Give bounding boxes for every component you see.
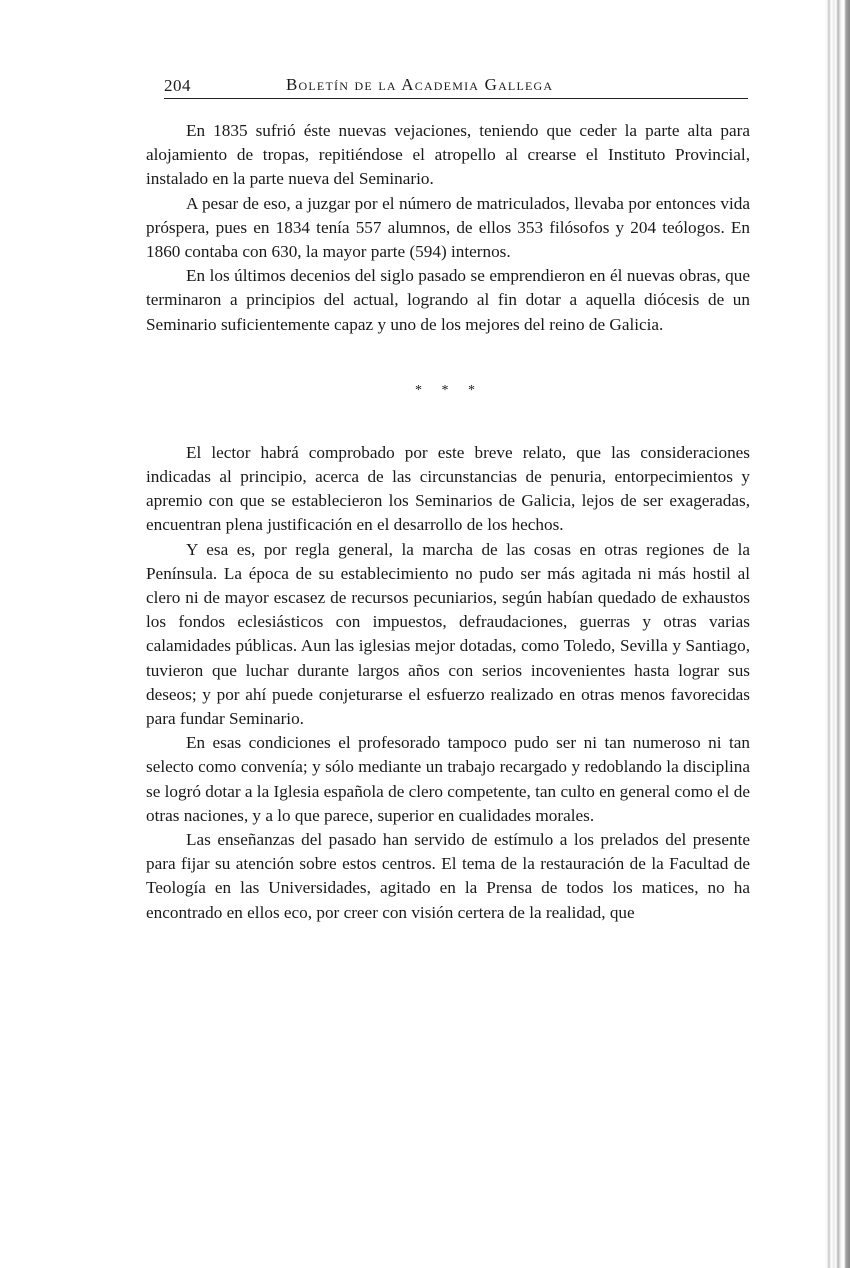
paragraph: A pesar de eso, a juzgar por el número de matriculados, llevaba por entonces vida próspera, pues en 1834 tenía 557 alumnos, de ellos 353 filósofos y 204 teólogos. En 1860 contaba con 630, la mayor parte (594) internos. bbox=[146, 193, 750, 262]
running-title: Boletín de la Academia Gallega bbox=[286, 75, 554, 94]
running-header bbox=[164, 70, 748, 99]
section-separator: * * * bbox=[415, 382, 483, 398]
paragraph: El lector habrá comprobado por este breve relato, que las consideraciones indicadas al principio, acerca de las circunstancias de penuria, entorpecimientos y apremio con que se establecieron los Seminarios de Galicia, lejos de ser exageradas, encuentran plena justificación en el desarrollo de los hechos. bbox=[146, 442, 750, 535]
paragraph: Las enseñanzas del pasado han servido de estímulo a los prelados del presente para fijar su atención sobre estos centros. El tema de la restauración de la Facultad de Teología en las Universidades, agitado en la Prensa de todos los matices, no ha encontrado en ellos eco, por creer con visión certera de la realidad, que bbox=[146, 830, 750, 922]
paragraph: Y esa es, por regla general, la marcha de las cosas en otras regiones de la Península. La época de su establecimiento no pudo ser más agitada ni más hostil al clero ni de mayor escasez de recursos pecuniarios, según habían quedado de exhaustos los fondos eclesiásticos con impuestos, defraudaciones, guerras y otras varias calamidades públicas. Aun las iglesias mejor dotadas, como Toledo, Sevilla y Santiago, tuvieron que luchar durante largos años con serios incovenientes hasta lograr sus deseos; y por ahí puede conjeturarse el esfuerzo realizado en otras menos favorecidas para fundar Seminario. bbox=[146, 539, 750, 729]
paragraph: En esas condiciones el profesorado tampoco pudo ser ni tan numeroso ni tan selecto como convenía; y sólo mediante un trabajo recargado y redoblando la disciplina se logró dotar a la Iglesia española de clero competente, tan culto en general como el de otras naciones, y a lo que parece, superior en cualidades morales. bbox=[146, 733, 750, 825]
paragraph: En 1835 sufrió éste nuevas vejaciones, teniendo que ceder la parte alta para alojamiento de tropas, repitiéndose el atropello al crearse el Instituto Provincial, instalado en la parte nueva del Seminario. bbox=[146, 121, 750, 189]
body-text bbox=[146, 119, 750, 925]
paragraph: En los últimos decenios del siglo pasado se emprendieron en él nuevas obras, que terminaron a principios del actual, logrando al fin dotar a aquella diócesis de un Seminario suficientemente capaz y uno de los mejores del reino de Galicia. bbox=[146, 266, 750, 334]
scanned-page-edge bbox=[824, 0, 850, 1268]
page-number: 204 bbox=[164, 76, 191, 95]
